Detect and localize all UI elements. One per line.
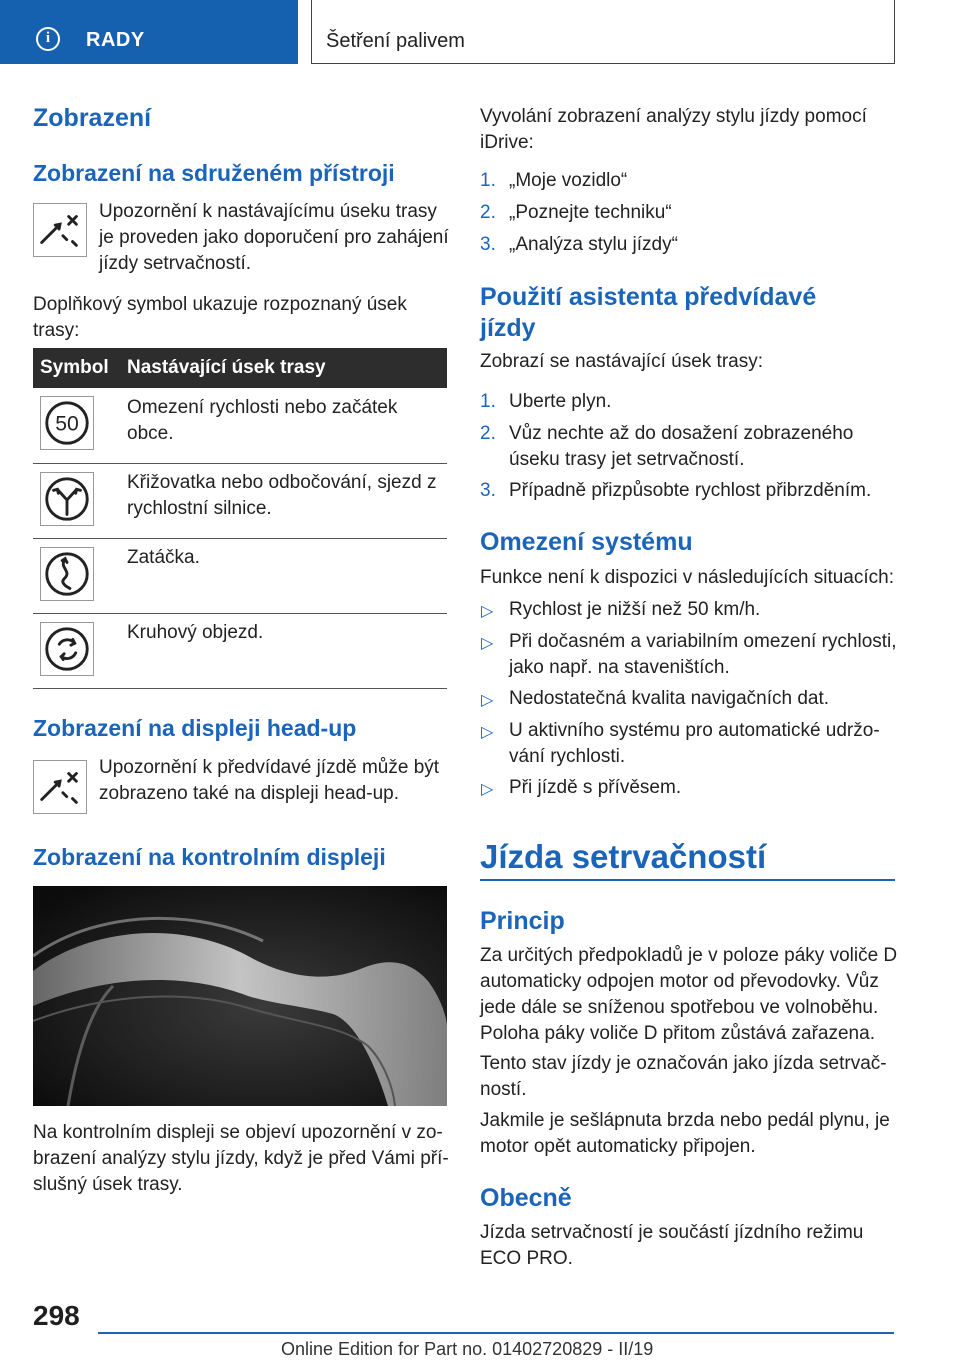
- info-icon: i: [36, 27, 60, 51]
- text-line: Upozornění k předvídavé jízdě může být: [99, 757, 440, 778]
- text-line: Jízda setrvačností je součástí jízdního režimu: [480, 1222, 864, 1243]
- text-line: jako např. na staveništích.: [509, 657, 730, 678]
- text-line: iDrive:: [480, 132, 534, 153]
- text-line: Doplňkový symbol ukazuje rozpoznaný úsek: [33, 294, 407, 315]
- warning-text-1: [99, 199, 449, 277]
- doplnkovy-text: [33, 292, 407, 344]
- list-item: „Moje vozidlo“: [509, 170, 628, 191]
- text-line: jízdy setrvačností.: [99, 253, 252, 274]
- table-row-divider: [33, 613, 447, 614]
- table-row-divider: [33, 463, 447, 464]
- table-row-divider: [33, 688, 447, 689]
- jakmile-text: [480, 1108, 890, 1160]
- junction-icon: [40, 472, 94, 526]
- text-line: motor opět automaticky připojen.: [480, 1136, 756, 1157]
- text-line: Tento stav jízdy je označován jako jízda setrvač-: [480, 1053, 887, 1074]
- text-line: Rychlost je nižší než 50 km/h.: [509, 599, 761, 620]
- bullet-triangle-icon: ▷: [481, 724, 494, 741]
- text-line: zobrazeno také na displeji head-up.: [99, 783, 399, 804]
- obecne-text: [480, 1220, 863, 1272]
- list-item: [509, 597, 760, 623]
- list-item: [509, 718, 880, 770]
- heading-omezeni-systemu: Omezení systému: [480, 528, 693, 556]
- text-line: Na kontrolním displeji se objeví upozornění v zo-: [33, 1122, 443, 1143]
- heading-obecne: Obecně: [480, 1184, 572, 1212]
- headup-text: [99, 755, 439, 807]
- list-item: [509, 389, 611, 415]
- chapter-title: Šetření palivem: [326, 30, 465, 52]
- bullet-triangle-icon: ▷: [481, 635, 494, 652]
- list-item: [509, 775, 681, 801]
- text-line: je proveden jako doporučení pro zahájení: [99, 227, 449, 248]
- text-line: Křižovatka nebo odbočování, sjezd z: [127, 472, 437, 493]
- list-item: [509, 421, 853, 473]
- text-line: Případně přizpůsobte rychlost přibrzděním.: [509, 480, 872, 501]
- bullet-triangle-icon: ▷: [481, 781, 494, 798]
- idrive-intro: [480, 104, 867, 156]
- list-item: „Analýza stylu jízdy“: [509, 234, 678, 255]
- list-number: 1.: [480, 391, 496, 412]
- heading-jizda-setrvacnosti: Jízda setrvačností: [480, 838, 767, 875]
- tento-text: [480, 1051, 887, 1103]
- zobrazi-text: Zobrazí se nastávající úsek trasy:: [480, 351, 764, 372]
- page-number: 298: [33, 1300, 80, 1331]
- list-item: [509, 629, 897, 681]
- bullet-triangle-icon: ▷: [481, 603, 494, 620]
- list-item: [509, 478, 871, 504]
- control-display-image: [33, 886, 447, 1106]
- text-line: jede dále se sníženou spotřebou ve volnoběhu.: [480, 997, 879, 1018]
- table-row-text: [127, 620, 263, 646]
- coasting-hint-icon: [33, 760, 87, 814]
- heading-underline: [480, 879, 895, 881]
- list-item: „Poznejte techniku“: [509, 202, 672, 223]
- heading-sdruzeny-pristroj: Zobrazení na sdruženém přístroji: [33, 160, 395, 186]
- header-title-box: [311, 0, 895, 64]
- table-header-section: Nastávající úsek trasy: [127, 357, 326, 378]
- text-line: Zatáčka.: [127, 547, 200, 568]
- footer-divider: [98, 1332, 894, 1334]
- text-line: Uberte plyn.: [509, 391, 612, 412]
- princip-text: [480, 943, 897, 1047]
- table-row-text: [127, 395, 397, 447]
- text-line: ECO PRO.: [480, 1248, 573, 1269]
- heading-line: jízdy: [480, 314, 536, 342]
- heading-zobrazeni: Zobrazení: [33, 104, 152, 132]
- curve-icon: [40, 547, 94, 601]
- table-row-text: [127, 470, 436, 522]
- text-line: obce.: [127, 423, 174, 444]
- text-line: Poloha páky voliče D přitom zůstává zařazena.: [480, 1023, 875, 1044]
- text-line: Vůz nechte až do dosažení zobrazeného: [509, 423, 854, 444]
- text-line: Vyvolání zobrazení analýzy stylu jízdy pomocí: [480, 106, 867, 127]
- list-item: [509, 686, 829, 712]
- heading-pouziti-asistenta: [480, 282, 816, 344]
- table-header: [33, 348, 447, 388]
- kontrolni-text: [33, 1120, 449, 1198]
- text-line: Omezení rychlosti nebo začátek: [127, 397, 398, 418]
- table-row-divider: [33, 538, 447, 539]
- text-line: vání rychlosti.: [509, 746, 626, 767]
- text-line: rychlostní silnice.: [127, 498, 272, 519]
- text-line: Za určitých předpokladů je v poloze páky voliče D: [480, 945, 898, 966]
- table-row-text: [127, 545, 200, 571]
- heading-kontrolni-displej: Zobrazení na kontrolním displeji: [33, 844, 386, 870]
- heading-princip: Princip: [480, 907, 565, 935]
- text-line: úseku trasy jet setrvačností.: [509, 449, 745, 470]
- text-line: Jakmile je sešlápnuta brzda nebo pedál plynu, je: [480, 1110, 890, 1131]
- list-number: 3.: [480, 480, 496, 501]
- text-line: Kruhový objezd.: [127, 622, 264, 643]
- speed-limit-value: 50: [55, 412, 79, 436]
- text-line: ností.: [480, 1079, 527, 1100]
- heading-line: Použití asistenta předvídavé: [480, 283, 817, 311]
- text-line: Nedostatečná kvalita navigačních dat.: [509, 688, 830, 709]
- list-number: 2.: [480, 202, 496, 223]
- road-curve-graphic: [33, 886, 447, 1106]
- list-number: 2.: [480, 423, 496, 444]
- funkce-text: Funkce není k dispozici v následujících situacích:: [480, 567, 894, 588]
- table-header-symbol: Symbol: [40, 357, 109, 378]
- text-line: Při dočasném a variabilním omezení rychlosti,: [509, 631, 897, 652]
- list-number: 1.: [480, 170, 496, 191]
- text-line: brazení analýzy stylu jízdy, když je před Vámi pří-: [33, 1148, 449, 1169]
- heading-head-up: Zobrazení na displeji head-up: [33, 715, 357, 741]
- text-line: trasy:: [33, 320, 80, 341]
- header-section-tab[interactable]: [0, 0, 298, 64]
- text-line: Při jízdě s přívěsem.: [509, 777, 682, 798]
- roundabout-icon: [40, 622, 94, 676]
- text-line: U aktivního systému pro automatické udržo-: [509, 720, 880, 741]
- speed-limit-50-icon: [40, 396, 94, 450]
- text-line: Upozornění k nastávajícímu úseku trasy: [99, 201, 437, 222]
- bullet-triangle-icon: ▷: [481, 692, 494, 709]
- text-line: automaticky odpojen motor od převodovky. Vůz: [480, 971, 879, 992]
- coasting-hint-icon: [33, 203, 87, 257]
- list-number: 3.: [480, 234, 496, 255]
- text-line: slušný úsek trasy.: [33, 1174, 183, 1195]
- section-tab-label: RADY: [86, 29, 145, 51]
- footer-edition: Online Edition for Part no. 01402720829 - II/19: [281, 1339, 654, 1359]
